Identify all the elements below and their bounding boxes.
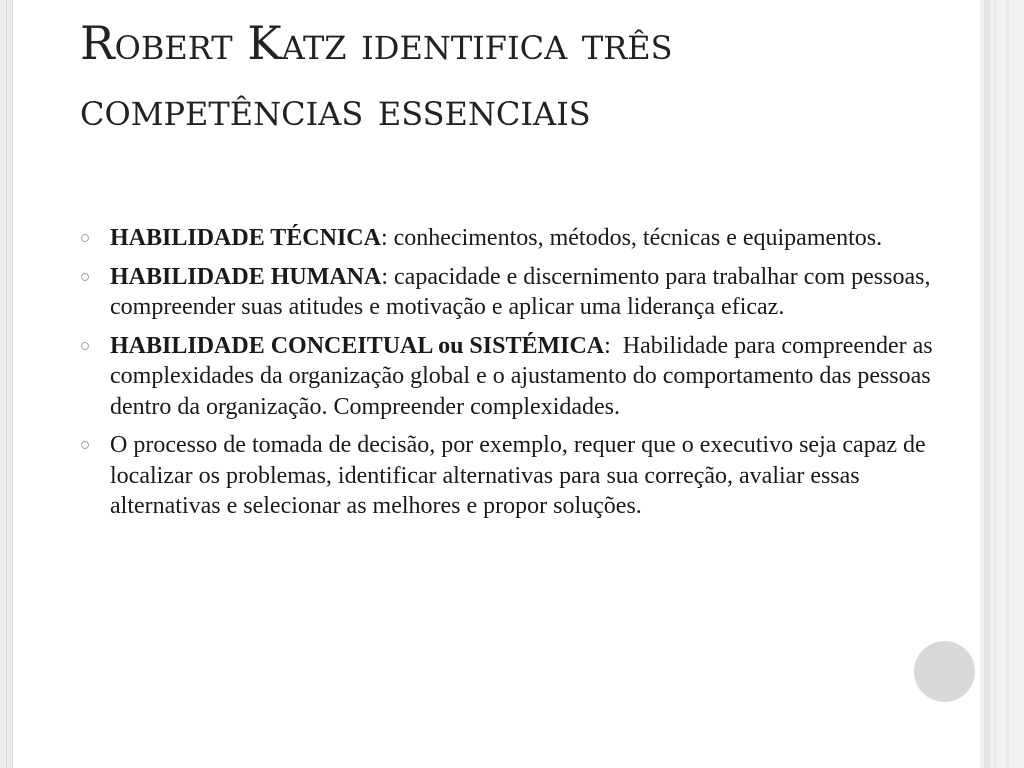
slide-nav-circle-icon[interactable] xyxy=(914,641,975,702)
hollow-circle-bullet-icon xyxy=(81,273,89,281)
bullet-text: O processo de tomada de decisão, por exemplo, requer que o executivo seja capaz de localizar os problemas, identificar alternativas para sua correção, avaliar essas alternativas e selecionar as melhores e propor soluções. xyxy=(110,432,926,519)
bullet-item-habilidade-tecnica xyxy=(80,223,970,254)
bullet-text: capacidade e discernimento para trabalhar com pessoas, compreender suas atitudes e motivação e aplicar uma liderança eficaz. xyxy=(110,263,931,320)
hollow-circle-bullet-icon xyxy=(81,441,89,449)
left-decorative-rail xyxy=(0,0,13,768)
bullet-text: Habilidade para compreender as complexidades da organização global e o ajustamento do comportamento das pessoas dentro da organização. Compreender complexidades. xyxy=(110,332,939,420)
bullet-text: conhecimentos, métodos, técnicas e equipamentos. xyxy=(387,225,883,251)
bullet-list xyxy=(80,223,970,530)
hollow-circle-bullet-icon xyxy=(81,342,89,350)
bullet-separator: : xyxy=(381,263,389,290)
slide-title: Robert Katz identifica três competências essenciais xyxy=(80,16,673,136)
bullet-separator: : xyxy=(380,225,388,251)
bullet-term: HABILIDADE TÉCNICA xyxy=(110,225,381,251)
bullet-item-habilidade-conceitual xyxy=(80,331,970,423)
bullet-term: HABILIDADE CONCEITUAL ou SISTÉMICA xyxy=(110,332,605,359)
rail-stripe xyxy=(984,0,990,768)
bullet-separator: : xyxy=(604,332,611,359)
bullet-term: HABILIDADE HUMANA xyxy=(110,263,382,290)
rail-stripe xyxy=(1006,0,1009,768)
rail-stripe xyxy=(994,0,996,768)
right-decorative-rail xyxy=(980,0,1024,768)
hollow-circle-bullet-icon xyxy=(81,234,89,242)
bullet-item-habilidade-humana xyxy=(80,262,970,323)
bullet-item-processo-decisao xyxy=(80,430,970,522)
